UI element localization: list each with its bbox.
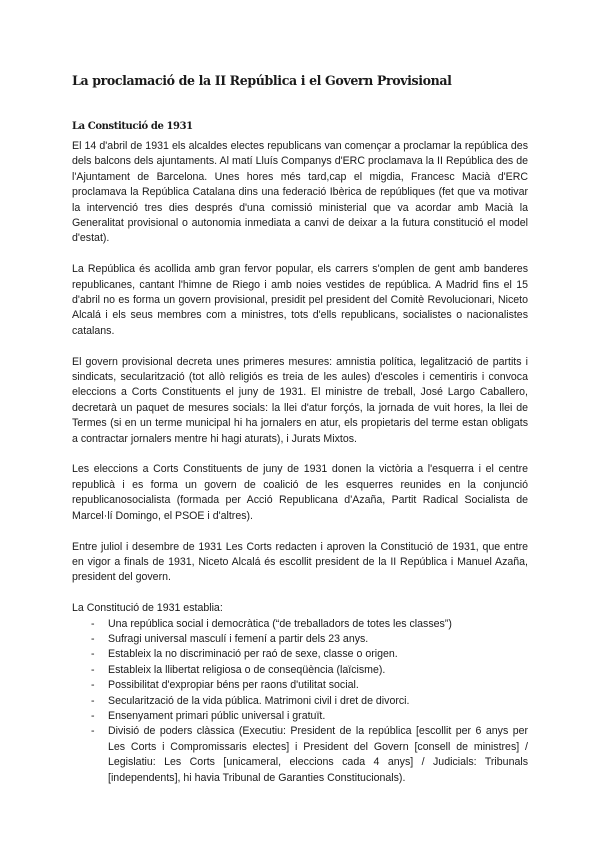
list-item bbox=[72, 694, 528, 709]
list-item bbox=[72, 647, 528, 662]
document-body bbox=[72, 139, 528, 786]
list-item-text: Possibilitat d'expropiar béns per raons d'utilitat social. bbox=[108, 679, 359, 692]
constitution-list bbox=[72, 617, 528, 786]
paragraph: El 14 d'abril de 1931 els alcaldes electes republicans van començar a proclamar la república des dels balcons dels ajuntaments. Al matí Lluís Companys d'ERC proclamava la II República des de l'Ajuntament de Barcelona. Unes hores més tard,cap el migdia, Francesc Macià d'ERC proclamava la República Catalana dins una federació Ibèrica de repúbliques (fet que va motivar la intervenció tres dies després d'una comissió ministerial que va acordar amb Macià la Generalitat provisional o autonomia inmediata a canvi de deixar a la futura constitució el model d'estat). bbox=[72, 140, 528, 245]
document-title: La proclamació de la II República i el Govern Provisional bbox=[72, 73, 452, 88]
bullet-dash: - bbox=[91, 648, 95, 661]
paragraph: Entre juliol i desembre de 1931 Les Corts redacten i aproven la Constitució de 1931, que entre en vigor a finals de 1931, Niceto Alcalá és escollit president de la II República i Manuel Azaña, president del govern. bbox=[72, 540, 528, 584]
bullet-dash: - bbox=[91, 694, 95, 707]
bullet-dash: - bbox=[91, 725, 95, 738]
list-item bbox=[72, 663, 528, 678]
list-item bbox=[72, 632, 528, 647]
list-item bbox=[72, 709, 528, 724]
list-item-text: Divisió de poders clàssica (Executiu: President de la república [escollit per 6 anys per Les Corts i Compromissaris electes] i President del Govern [consell de ministres] / Legislatiu: Les Corts [unicameral, eleccions cada 4 anys] / Judicials: Tribunals [independents], hi havia Tribunal de Garanties Constitucionals). bbox=[108, 725, 528, 784]
list-item-text: Ensenyament primari públic universal i gratuït. bbox=[108, 709, 326, 722]
list-item-text: Secularització de la vida pública. Matrimoni civil i dret de divorci. bbox=[108, 694, 410, 707]
paragraph: El govern provisional decreta unes primeres mesures: amnistia política, legalització de partits i sindicats, secularització (tot allò religiós es treia de les aules) d'escoles i cementiris i convoca eleccions a Corts Constituents el juny de 1931. El ministre de treball, José Largo Caballero, decretarà un paquet de mesures socials: la llei d'atur forçós, la jornada de vuit hores, la llei de Termes (si en un terme municipal hi ha jornalers en atur, els propietaris del terme estan obligats a contractar jornalers mentre hi hagi aturats), i Jurats Mixtos. bbox=[72, 355, 528, 445]
paragraph: La República és acollida amb gran fervor popular, els carrers s'omplen de gent amb banderes republicanes, cantant l'himne de Riego i amb noies vestides de república. A Madrid fins el 15 d'abril no es forma un govern provisional, presidit pel president del Comitè Revolucionari, Niceto Alcalá i els seus membres com a ministres, tots d'ells republicans, socialistes o nacionalistes catalans. bbox=[72, 263, 528, 337]
list-item bbox=[72, 617, 528, 632]
list-item-text: Estableix la llibertat religiosa o de conseqüència (laïcisme). bbox=[108, 663, 386, 676]
bullet-dash: - bbox=[91, 632, 95, 645]
bullet-dash: - bbox=[91, 679, 95, 692]
bullet-dash: - bbox=[91, 617, 95, 630]
list-item bbox=[72, 724, 528, 786]
list-item-text: Estableix la no discriminació per raó de sexe, classe o origen. bbox=[108, 648, 398, 661]
section-heading: La Constitució de 1931 bbox=[72, 121, 193, 132]
list-intro: La Constitució de 1931 establia: bbox=[72, 602, 223, 615]
list-item-text: Una república social i democràtica (“de treballadors de totes les classes”) bbox=[108, 617, 452, 630]
list-item-text: Sufragi universal masculí i femení a partir dels 23 anys. bbox=[108, 632, 369, 645]
list-item bbox=[72, 678, 528, 693]
bullet-dash: - bbox=[91, 709, 95, 722]
paragraph: Les eleccions a Corts Constituents de juny de 1931 donen la victòria a l'esquerra i el centre republicà i es forma un govern de coalició de les esquerres reunides en la conjunció republicanosocialista (formada per Acció Republicana d'Azaña, Partit Radical Socialista de Marcel·lí Domingo, el PSOE i d'altres). bbox=[72, 463, 528, 522]
bullet-dash: - bbox=[91, 663, 95, 676]
